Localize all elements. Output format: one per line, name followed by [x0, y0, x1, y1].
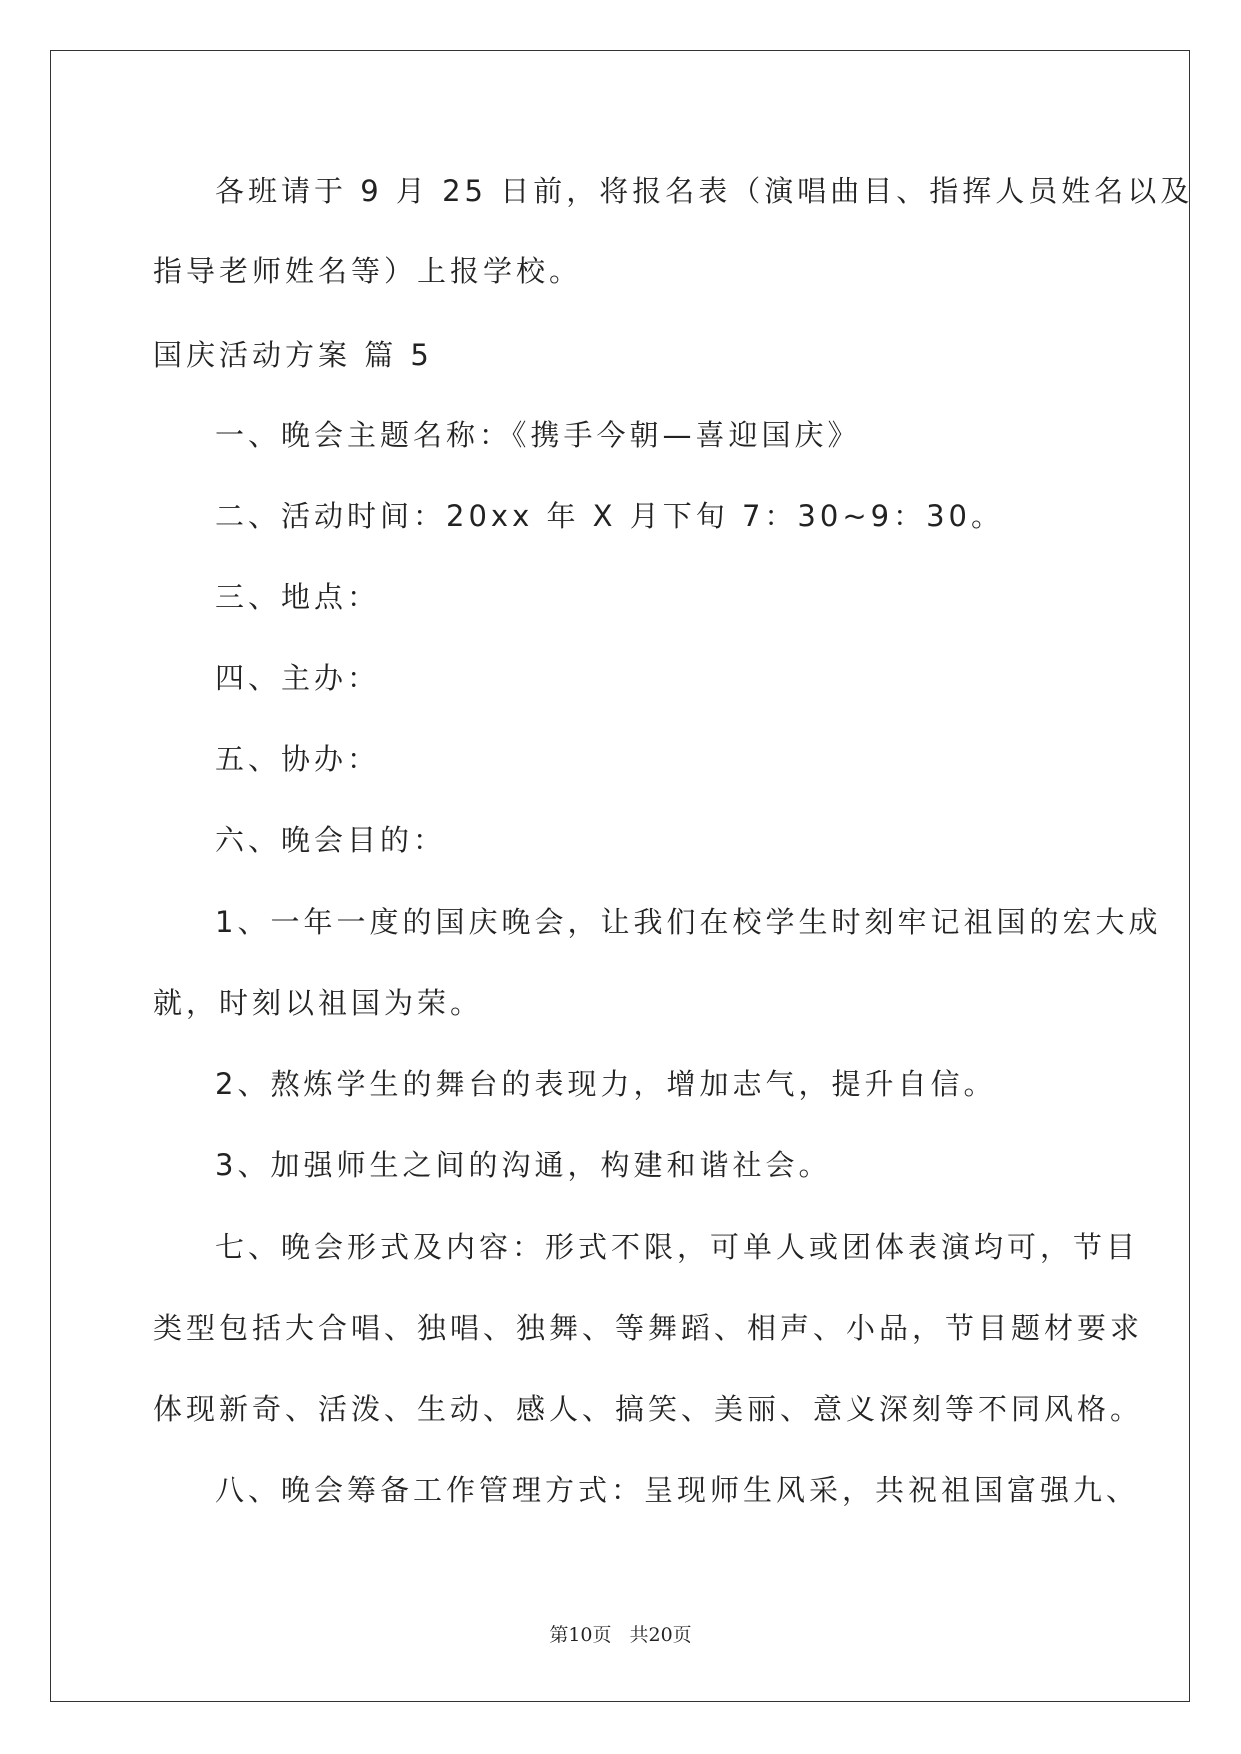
- body-line: 类型包括大合唱、独唱、独舞、等舞蹈、相声、小品，节目题材要求: [153, 1311, 1144, 1345]
- body-line: 1、一年一度的国庆晚会，让我们在校学生时刻牢记祖国的宏大成: [215, 905, 1162, 939]
- body-line: 指导老师姓名等）上报学校。: [153, 254, 583, 288]
- page-number-current: 第10页: [549, 1624, 612, 1646]
- body-line: 一、晚会主题名称：《携手今朝—喜迎国庆》: [215, 418, 861, 452]
- body-line: 三、地点：: [215, 580, 381, 614]
- body-line: 3、加强师生之间的沟通，构建和谐社会。: [215, 1148, 832, 1182]
- section-heading: 国庆活动方案 篇 5: [153, 338, 433, 372]
- body-line: 体现新奇、活泼、生动、感人、搞笑、美丽、意义深刻等不同风格。: [153, 1392, 1144, 1426]
- body-line: 四、主办：: [215, 661, 381, 695]
- body-line: 2、熬炼学生的舞台的表现力，增加志气，提升自信。: [215, 1067, 997, 1101]
- body-line: 八、晚会筹备工作管理方式：呈现师生风采，共祝祖国富强九、: [215, 1473, 1140, 1507]
- page-footer: [0, 1622, 1241, 1648]
- body-line: 二、活动时间：20xx 年 X 月下旬 7：30~9：30。: [215, 499, 1004, 533]
- page-border: [50, 50, 1190, 1702]
- body-line: 就，时刻以祖国为荣。: [153, 986, 484, 1020]
- body-line: 七、晚会形式及内容：形式不限，可单人或团体表演均可，节目: [215, 1230, 1140, 1264]
- page-number-total: 共20页: [629, 1624, 692, 1646]
- body-line: 六、晚会目的：: [215, 823, 447, 857]
- body-line: 五、协办：: [215, 742, 381, 776]
- body-line: 各班请于 9 月 25 日前，将报名表（演唱曲目、指挥人员姓名以及: [215, 174, 1194, 208]
